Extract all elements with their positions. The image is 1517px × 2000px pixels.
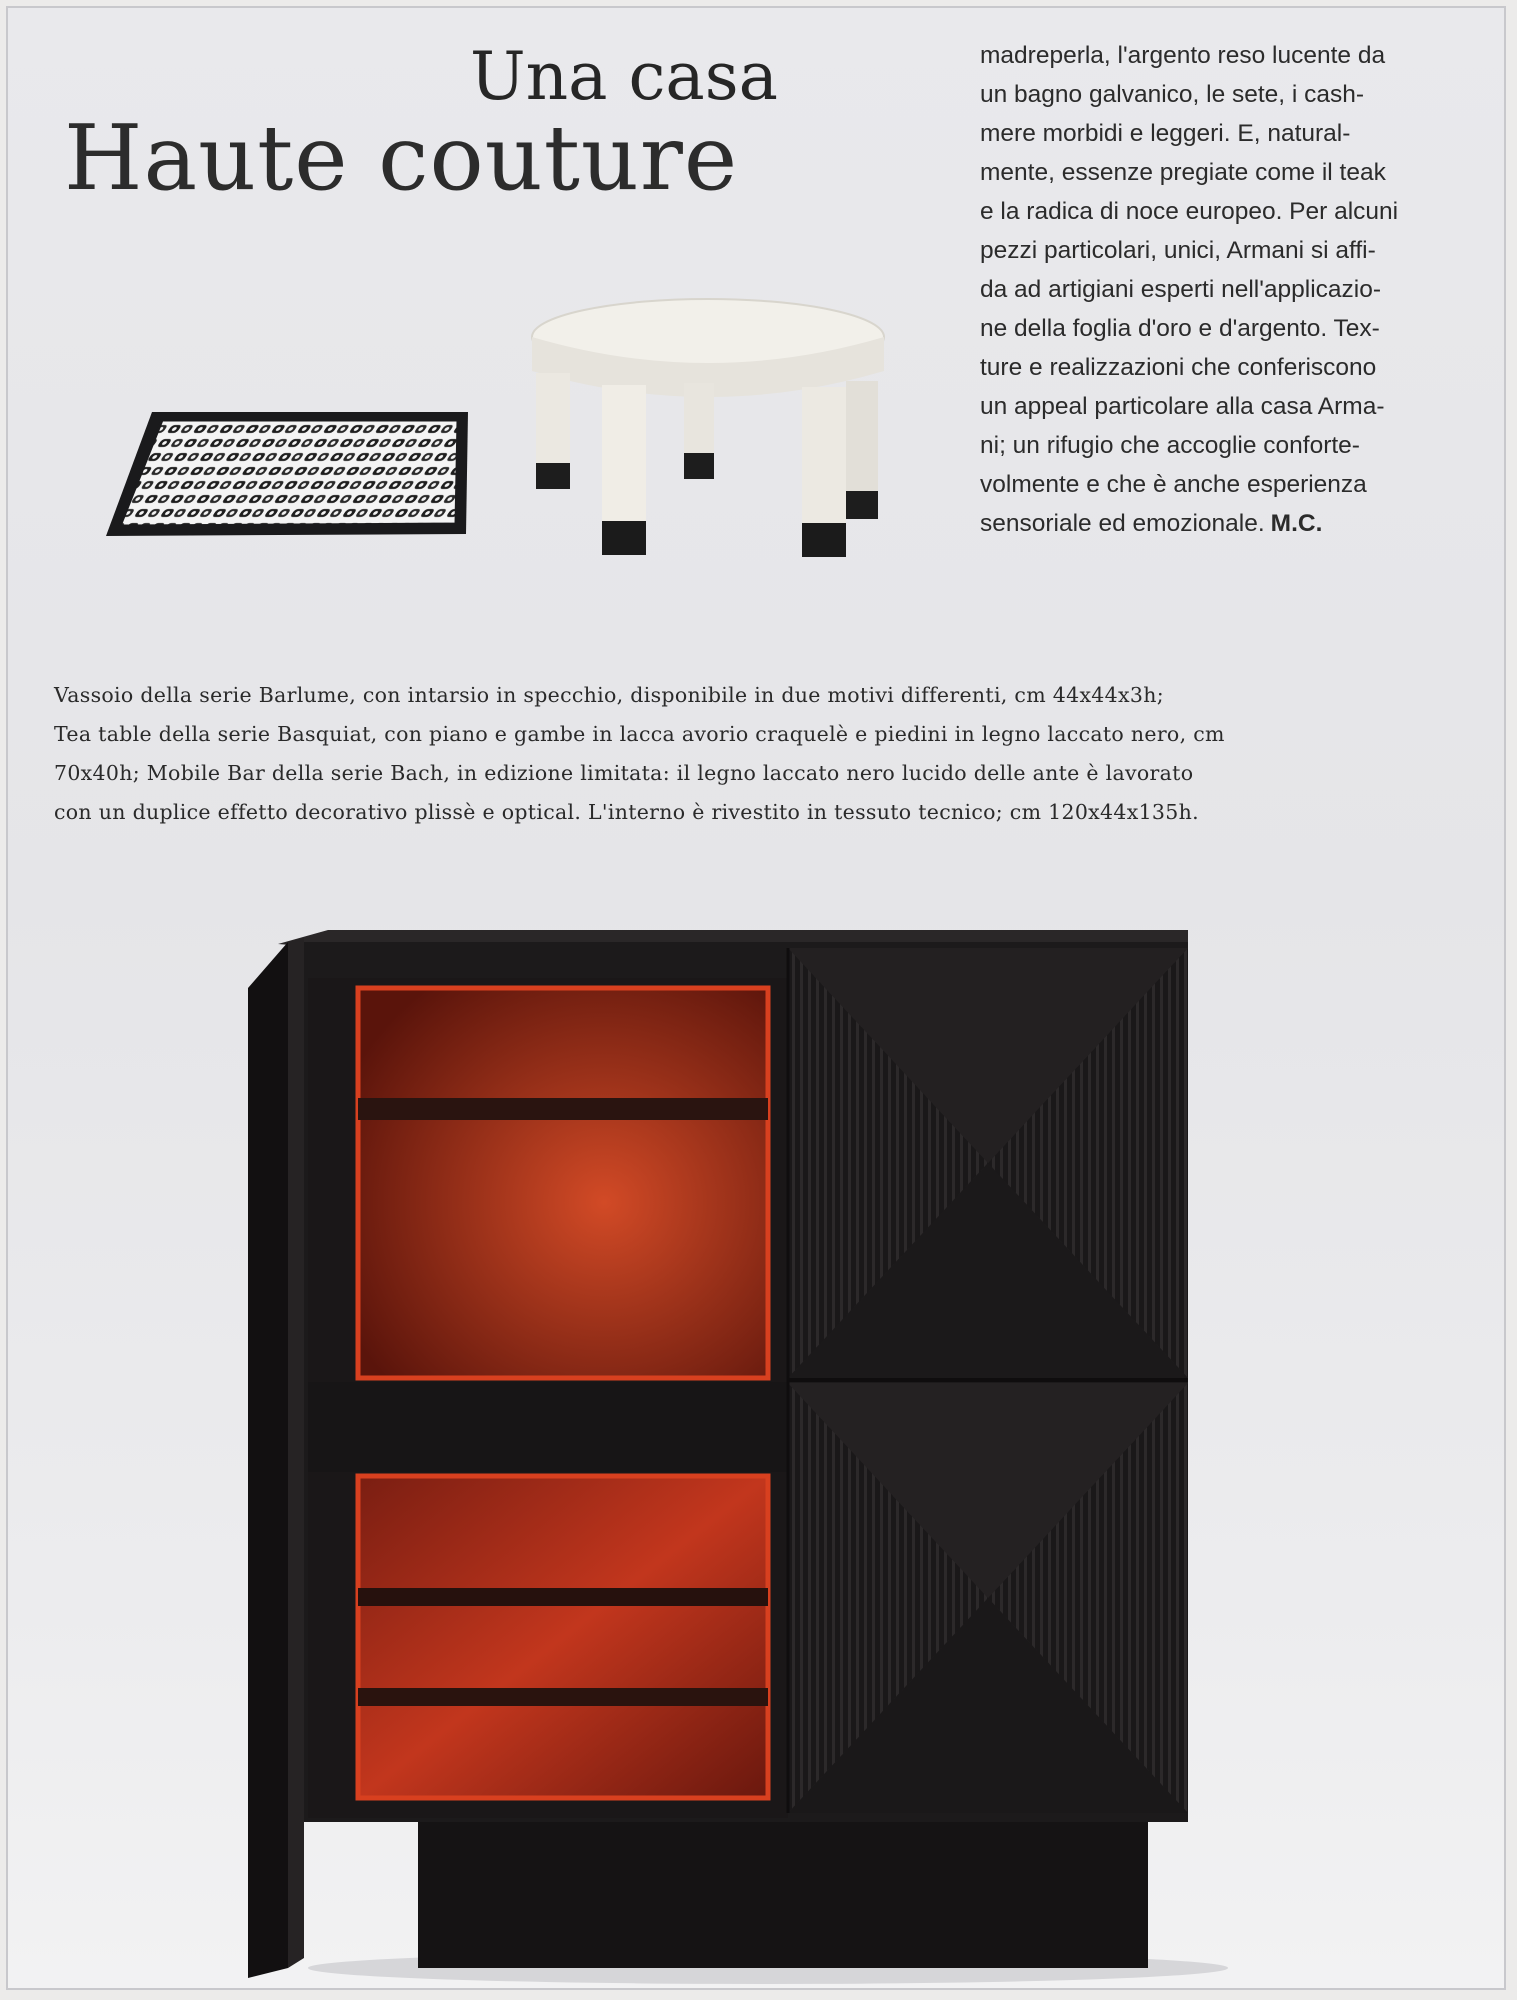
caption-line: Tea table della serie Basquiat, con piano e gambe in lacca avorio craquelè e piedini in legno laccato nero, cm bbox=[54, 722, 1225, 746]
body-line: ni; un rifugio che accoglie conforte- bbox=[980, 432, 1360, 459]
caption-line: con un duplice effetto decorativo plissè e optical. L'interno è rivestito in tessuto tecnico; cm 120x44x135h. bbox=[54, 800, 1199, 824]
article-body bbox=[980, 36, 1450, 543]
body-line: mente, essenze pregiate come il teak bbox=[980, 159, 1386, 186]
body-line: pezzi particolari, unici, Armani si affi- bbox=[980, 237, 1376, 264]
caption-line: Vassoio della serie Barlume, con intarsio in specchio, disponibile in due motivi differenti, cm 44x44x3h; bbox=[54, 683, 1164, 707]
body-line: mere morbidi e leggeri. E, natural- bbox=[980, 120, 1351, 147]
body-line-text: sensoriale ed emozionale. bbox=[980, 510, 1265, 537]
body-line: volmente e che è anche esperienza bbox=[980, 471, 1367, 498]
body-line-last bbox=[980, 504, 1450, 543]
tray-photo bbox=[104, 408, 484, 548]
body-line: e la radica di noce europeo. Per alcuni bbox=[980, 198, 1399, 225]
body-line: da ad artigiani esperti nell'applicazio- bbox=[980, 276, 1381, 303]
magazine-page bbox=[6, 6, 1506, 1990]
caption-line: 70x40h; Mobile Bar della serie Bach, in edizione limitata: il legno laccato nero lucido delle ante è lavorato bbox=[54, 761, 1194, 785]
body-line: madreperla, l'argento reso lucente da bbox=[980, 42, 1386, 69]
author-signature: M.C. bbox=[1270, 510, 1323, 537]
body-line: un appeal particolare alla casa Arma- bbox=[980, 393, 1385, 420]
title-line-2: Haute couture bbox=[64, 106, 739, 211]
title-line-1: Una casa bbox=[470, 38, 778, 115]
photo-caption bbox=[54, 676, 1474, 832]
body-line: un bagno galvanico, le sete, i cash- bbox=[980, 81, 1365, 108]
tea-table-photo bbox=[528, 293, 888, 573]
bar-cabinet-photo bbox=[248, 928, 1228, 1988]
body-line: ture e realizzazioni che conferiscono bbox=[980, 354, 1377, 381]
body-line: ne della foglia d'oro e d'argento. Tex- bbox=[980, 315, 1380, 342]
